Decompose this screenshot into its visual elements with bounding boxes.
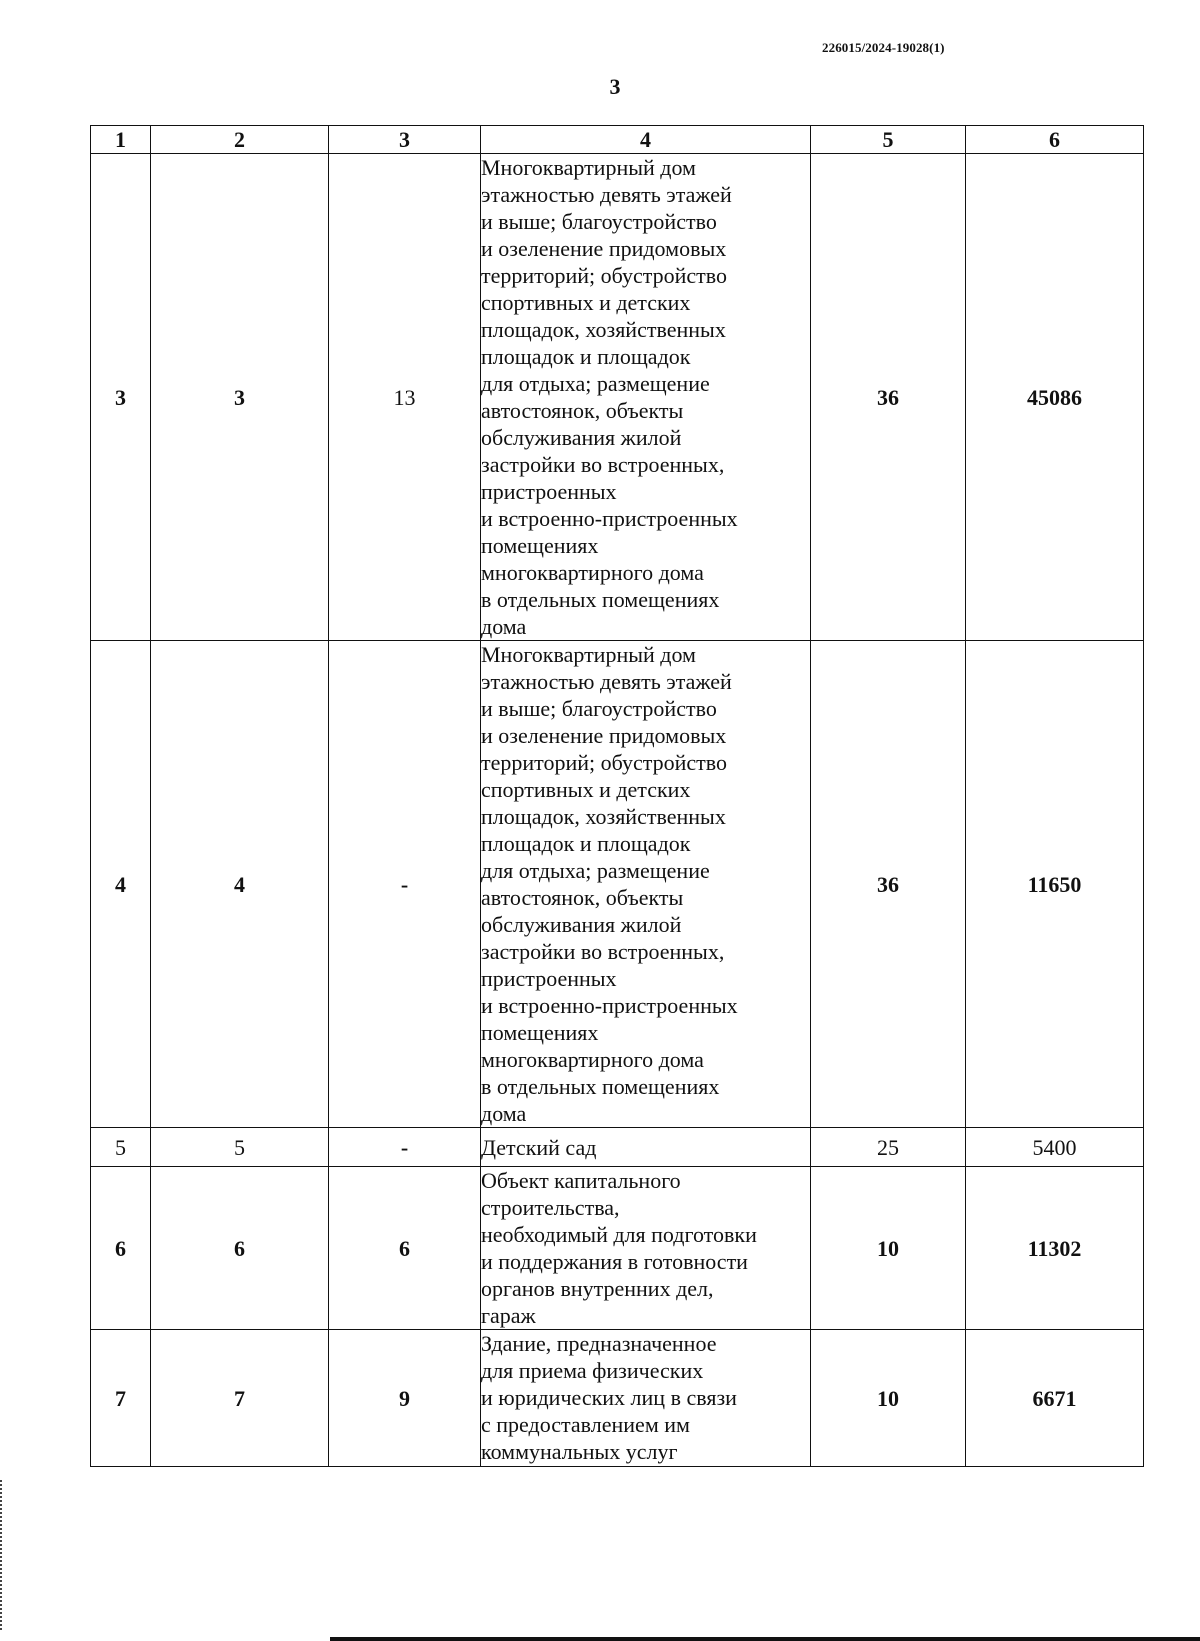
cell-col4 bbox=[481, 1330, 811, 1467]
object-description: Детский сад bbox=[481, 1134, 597, 1160]
table-row bbox=[91, 1167, 1144, 1330]
cell-col4 bbox=[481, 1128, 811, 1167]
cell-col2: 3 bbox=[151, 154, 329, 641]
cell-col2: 4 bbox=[151, 641, 329, 1128]
cell-col1: 6 bbox=[91, 1167, 151, 1330]
objects-table bbox=[90, 125, 1144, 1467]
cell-col3: 6 bbox=[329, 1167, 481, 1330]
cell-col5: 36 bbox=[811, 641, 966, 1128]
cell-col2: 7 bbox=[151, 1330, 329, 1467]
cell-col3: 13 bbox=[329, 154, 481, 641]
page-number: 3 bbox=[609, 74, 621, 99]
scan-bottom-edge bbox=[330, 1637, 1200, 1641]
column-header: 6 bbox=[966, 126, 1144, 154]
object-description: Объект капитального строительства, необходимый для подготовки и поддержания в готовности органов внутренних дел, гараж bbox=[481, 1168, 757, 1328]
object-description: Многоквартирный дом этажностью девять этажей и выше; благоустройство и озеленение придомовых территорий; обустройство спортивных и детских площадок, хозяйственных площадок и площадок для отдыха; размещение автостоянок, объекты обслуживания жилой застройки во встроенных, пристроенных и встроенно-пристроенных помещениях многоквартирного дома в отдельных помещениях дома bbox=[481, 155, 738, 639]
cell-col5: 10 bbox=[811, 1330, 966, 1467]
cell-col6: 11302 bbox=[966, 1167, 1144, 1330]
cell-col4 bbox=[481, 641, 811, 1128]
document-id: 226015/2024-19028(1) bbox=[822, 40, 945, 55]
table-header-row bbox=[91, 126, 1144, 154]
cell-col3: - bbox=[329, 641, 481, 1128]
cell-col1: 7 bbox=[91, 1330, 151, 1467]
table-row bbox=[91, 641, 1144, 1128]
column-header: 4 bbox=[481, 126, 811, 154]
cell-col1: 3 bbox=[91, 154, 151, 641]
column-header: 3 bbox=[329, 126, 481, 154]
column-header: 2 bbox=[151, 126, 329, 154]
cell-col1: 5 bbox=[91, 1128, 151, 1167]
cell-col3: - bbox=[329, 1128, 481, 1167]
table-row bbox=[91, 1128, 1144, 1167]
cell-col6: 6671 bbox=[966, 1330, 1144, 1467]
table-row bbox=[91, 1330, 1144, 1467]
cell-col6: 5400 bbox=[966, 1128, 1144, 1167]
cell-col5: 25 bbox=[811, 1128, 966, 1167]
cell-col6: 11650 bbox=[966, 641, 1144, 1128]
cell-col6: 45086 bbox=[966, 154, 1144, 641]
cell-col5: 36 bbox=[811, 154, 966, 641]
column-header: 5 bbox=[811, 126, 966, 154]
column-header: 1 bbox=[91, 126, 151, 154]
cell-col4 bbox=[481, 154, 811, 641]
cell-col3: 9 bbox=[329, 1330, 481, 1467]
cell-col4 bbox=[481, 1167, 811, 1330]
table-row bbox=[91, 154, 1144, 641]
cell-col2: 5 bbox=[151, 1128, 329, 1167]
object-description: Многоквартирный дом этажностью девять этажей и выше; благоустройство и озеленение придомовых территорий; обустройство спортивных и детских площадок, хозяйственных площадок и площадок для отдыха; размещение автостоянок, объекты обслуживания жилой застройки во встроенных, пристроенных и встроенно-пристроенных помещениях многоквартирного дома в отдельных помещениях дома bbox=[481, 642, 738, 1126]
cell-col5: 10 bbox=[811, 1167, 966, 1330]
object-description: Здание, предназначенное для приема физических и юридических лиц в связи с предоставлением им коммунальных услуг bbox=[481, 1331, 737, 1464]
scan-margin-artifact bbox=[0, 1480, 4, 1630]
cell-col1: 4 bbox=[91, 641, 151, 1128]
cell-col2: 6 bbox=[151, 1167, 329, 1330]
